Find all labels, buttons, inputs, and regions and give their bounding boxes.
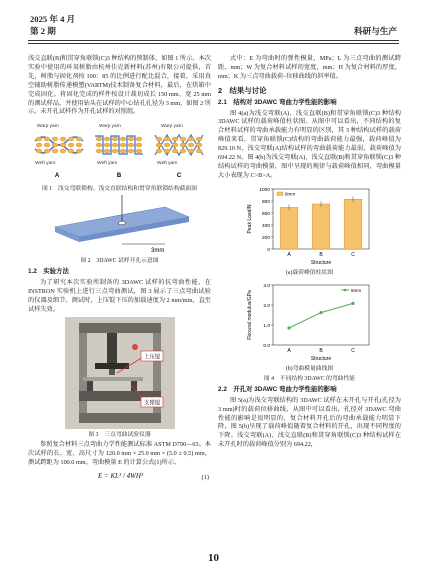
header-year-month: 2025 年 4 月 (30, 14, 76, 24)
x-tick-label: C (350, 347, 355, 354)
fig2-hole-label: 3mm (150, 248, 164, 255)
y-tick-label: 0 (266, 247, 270, 253)
y-axis-label: Flexural modulus/GPa (246, 290, 253, 340)
legend-label: 8mm (284, 191, 295, 197)
structure-a-diagram (35, 123, 83, 179)
legend-label: 8mm (350, 287, 361, 293)
paragraph: 图 5(a)为浅交弯联结构的 3DAWC 试样在未开孔与开孔(孔径为 3 mm)时的载荷位移曲线，从图中可以看出，孔径对 3DAWC 弯曲性能的影响是很明显的，复合材料开孔后的弯曲承载能力明显下降，图 5(b)呈现了载荷峰值随着复合材料的开孔，出现不同程度的下降。浅交弯联(A)、浅交直联(B)和贯穿角联锁(C)3 种结构试样在未开孔时的载荷峰值分别为 694.22， (218, 396, 401, 449)
x-tick-label: C (350, 251, 355, 258)
legend-swatch (277, 192, 283, 196)
data-point-A (287, 326, 290, 329)
y-tick-label: 200 (261, 235, 270, 241)
legend-marker (343, 288, 346, 291)
x-tick-label: A (286, 347, 291, 354)
page-header-left (30, 13, 75, 37)
structure-b-diagram (95, 123, 143, 179)
header-rule (28, 40, 399, 41)
bar-C (344, 199, 362, 249)
y-tick-label: 1000 (258, 187, 270, 193)
bar-B (312, 204, 330, 249)
y-axis-label: Peak Load/N (246, 204, 253, 234)
x-tick-label: B (318, 251, 323, 258)
figure-3-caption: 图 3 三点弯曲试验仪器 (88, 431, 151, 438)
heading-results: 2 结果与讨论 (218, 85, 267, 95)
fig1-weft-label-c: Weft yarn (156, 161, 177, 167)
x-tick-label: A (286, 251, 291, 258)
structure-c-diagram (155, 123, 203, 179)
figure-1-caption: 图 1 浅交弯联锁构、浅交直联结构和贯穿角联锁结构截面图 (41, 186, 198, 193)
figure-3-instrument-photo (65, 317, 175, 429)
y-tick-label: 800 (261, 199, 270, 205)
heading-2-1: 2.1 结构对 3DAWC 弯曲力学性能的影响 (218, 98, 337, 106)
bar-A (280, 207, 298, 249)
y-tick-label: 2.0 (262, 303, 270, 309)
page-number: 10 (208, 552, 219, 564)
fig1-label-a: A (54, 173, 59, 180)
data-point-B (319, 311, 322, 314)
fig3-label-top-roller: 上压锟 (143, 354, 160, 361)
series-line (289, 303, 353, 328)
figure-4a-bar-chart (245, 183, 375, 267)
paragraph: 浅交直联(B)和贯穿角联锁(C)3 种结构的预制体，如图 1 所示。本次实验中使用的环氧树脂由杭州佳克新材料(苏州)有限公司提供，首先，树脂与固化剂按 100：85 的比例进行配比混合，接着，采用真空辅助树脂传递模塑(VARTM)技术制备复合材料，最后，在烘箱中完成固化。将固化完成的样件按设计裁切成长 150 mm、宽 25 mm 的测试样品，并使用钻头在试样的中心钻孔孔径为 3 mm，如图 2 所示，未开孔试样作为开孔试样的对照组。 (28, 55, 211, 116)
heading-method: 1.2 实验方法 (28, 268, 69, 276)
y-tick-label: 1.0 (262, 323, 270, 329)
header-rule-thin (28, 43, 399, 44)
figure-4b-caption: (b)弯曲模量曲线图 (285, 365, 334, 372)
fig3-label-support-roller: 支撑锟 (143, 400, 160, 407)
fig1-weft-label-b: Weft yarn (96, 161, 117, 167)
header-journal-name: 科研与生产 (354, 26, 397, 36)
figure-2-specimen (45, 195, 195, 255)
y-tick-label: 0.0 (262, 343, 270, 349)
fig1-label-b: B (116, 173, 121, 180)
figure-2-caption: 图 2 3DAWC 试样开孔示意图 (80, 258, 159, 265)
hole-marker (118, 222, 125, 226)
equation-number: (1) (201, 473, 209, 481)
fig1-label-c: C (176, 173, 181, 180)
paragraph: 式中：E 为弯曲时的弹性模量，MPa；L 为三点弯曲的测试跨距，mm；W 为复合材料试样的宽度，mm；H 为复合材料的厚度，mm；K 为三点弯曲载荷–位移曲线的斜率值。 (218, 55, 401, 80)
figure-4a-caption: (a)载荷峰值柱状图 (285, 269, 333, 276)
fig1-weft-label-a: Weft yarn (34, 161, 55, 167)
fig1-warp-label-b: Warp yarn (98, 124, 121, 130)
paragraph: 参照复合材料三点弯曲力学性能测试标准 ASTM D790—03。本次试样的长、宽、高尺寸为 120.0 mm × 25.0 mm × (5.0 ± 0.5) mm，测试跨距为 100.0 mm。弯曲模量 E 的计算公式(1)所示。 (28, 440, 211, 466)
fig1-warp-label-c: Warp yarn (160, 124, 183, 130)
figure-4-caption: 图 4 不同结构 3DAWC 的弯曲性能 (263, 375, 356, 382)
y-tick-label: 3.0 (262, 283, 270, 289)
data-point-C (351, 302, 354, 305)
equation-1 (28, 469, 211, 487)
x-tick-label: B (318, 347, 323, 354)
figure-4b-line-chart (245, 279, 375, 363)
paragraph: 图 4(a)为浅交弯联(A)、浅交直联(B)和贯穿角联锁(C)3 种结构 3DAWC 试样的载荷峰值柱状图。从图中可以看出，不同结构的复合材料试样的弯曲承载能力有明显的区别，其 3 种结构试样的载荷峰值来看，贯穿角联锁(C)结构的弯曲载荷能力最强，载荷峰值为 829.10 N，浅交弯联(A)结构试样的弯曲载荷能力最弱，载荷峰值为 694.22 N。图 4(b)为浅交弯联(A)、浅交直联(B)和贯穿角联锁(C)3 种结构试样的弯曲模量，图中呈现的规律与载荷峰值相同，弯曲模量大小表现为 C>B>A。 (218, 109, 401, 179)
header-issue: 第 2 期 (30, 26, 56, 36)
left-column (28, 55, 211, 488)
x-axis-label: Structure (310, 355, 331, 362)
plot-frame (273, 285, 369, 345)
right-column (218, 55, 401, 450)
y-tick-label: 400 (261, 223, 270, 229)
paragraph: 为了研究本次实验所制备的 3DAWC 试样的抗弯曲性能，在 INSTRON 实验机上进行三点弯曲测试，图 3 展示了三点弯曲试验的仪器及细节。测试时，上压锟下压的加载速度为 2 mm/min，直至试样失效。 (28, 279, 211, 313)
x-axis-label: Structure (310, 259, 331, 266)
figure-1-structures (31, 119, 209, 183)
equation-formula: E = KL³ / 4WH³ (98, 471, 144, 480)
y-tick-label: 600 (261, 211, 270, 217)
fig1-warp-label-a: Warp yarn (36, 124, 59, 130)
heading-2-2: 2.2 开孔对 3DAWC 弯曲力学性能的影响 (218, 385, 337, 393)
